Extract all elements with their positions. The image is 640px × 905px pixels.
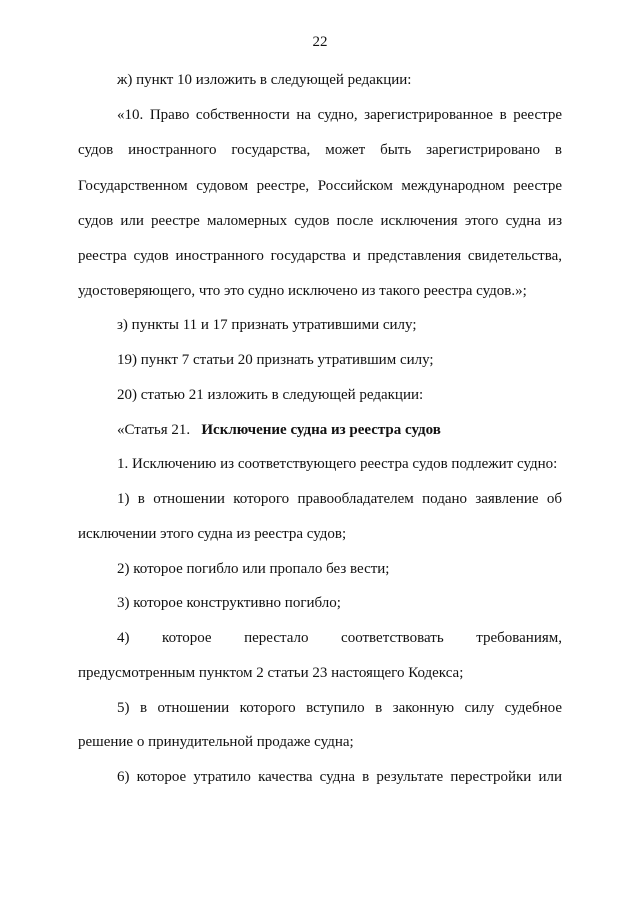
text-line: з) пункты 11 и 17 признать утратившими силу; [117,317,417,333]
text-line: 6) которое утратило качества судна в результате перестройки или [117,769,562,785]
text-line: исключении этого судна из реестра судов; [78,526,347,542]
page-number: 22 [312,34,328,50]
article-heading-title: Исключение судна из реестра судов [201,422,441,438]
text-line: 1. Исключению из соответствующего реестра судов подлежит судно: [117,456,558,472]
text-line: 3) которое конструктивно погибло; [117,595,341,611]
text-line: судов или реестре маломерных судов после исключения этого судна из [78,213,562,229]
text-line: 19) пункт 7 статьи 20 признать утратившим силу; [117,352,434,368]
text-line: Государственном судовом реестре, Российском международном реестре [78,178,562,194]
text-line: решение о принудительной продаже судна; [78,734,354,750]
text-line: 4) которое перестало соответствовать требованиям, [117,630,562,646]
text-line: 20) статью 21 изложить в следующей редакции: [117,387,424,403]
text-line: судов иностранного государства, может быть зарегистрировано в [78,142,562,158]
text-line: 2) которое погибло или пропало без вести; [117,561,390,577]
text-line: 5) в отношении которого вступило в законную силу судебное [117,700,562,716]
text-line: реестра судов иностранного государства и представления свидетельства, [78,248,562,264]
text-line: удостоверяющего, что это судно исключено из такого реестра судов.»; [78,283,527,299]
text-line: «10. Право собственности на судно, зарегистрированное в реестре [117,107,562,123]
text-line: ж) пункт 10 изложить в следующей редакции: [117,72,412,88]
text-line: 1) в отношении которого правообладателем подано заявление об [117,491,562,507]
article-heading-prefix: «Статья 21. [117,422,191,438]
article-heading [117,421,441,439]
text-line: предусмотренным пунктом 2 статьи 23 настоящего Кодекса; [78,665,464,681]
